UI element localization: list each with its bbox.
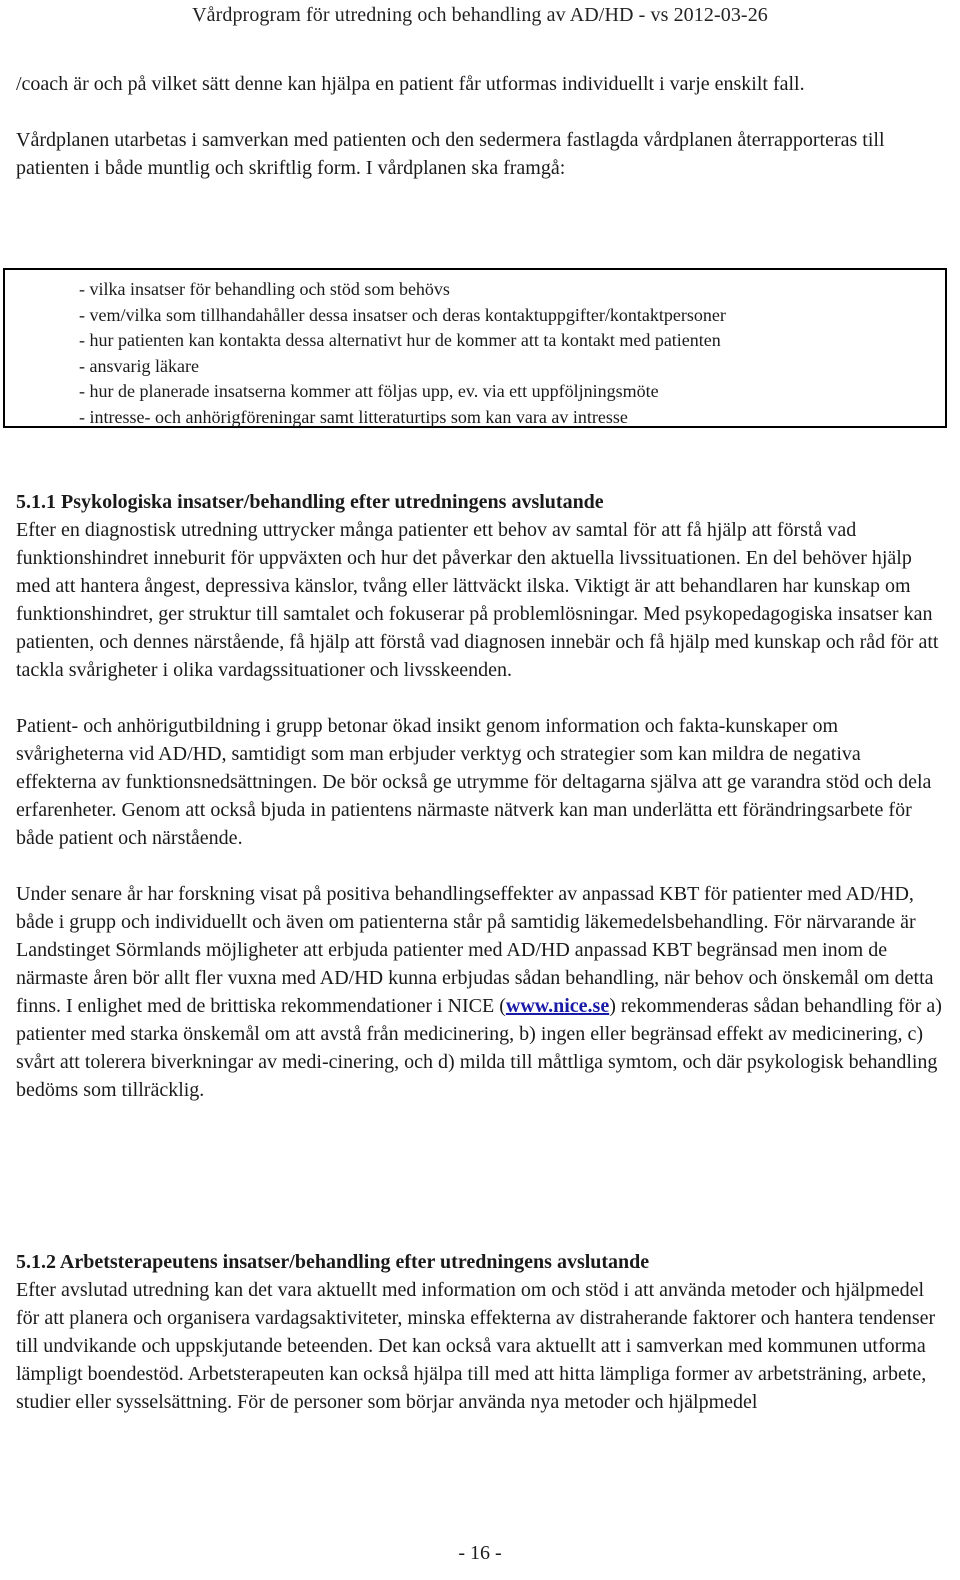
section-paragraph xyxy=(16,880,944,1104)
care-plan-item: - vilka insatser för behandling och stöd som behövs xyxy=(79,279,450,299)
section-paragraph: Efter avslutad utredning kan det vara aktuellt med information om och stöd i att använda metoder och hjälpmedel för att planera och organisera vardagsaktiviteter, minska effekterna av distraherande faktorer och hantera tendenser till undvikande och uppskjutande beteenden. Det kan också vara aktuellt att i samverkan med kommunen utforma lämpligt boendestöd. Arbetsterapeuten kan också hjälpa till med att hitta lämpliga former av arbetsträning, arbete, studier eller sysselsättning. För de personer som börjar använda nya metoder och hjälpmedel xyxy=(16,1279,936,1413)
nice-link[interactable]: www.nice.se xyxy=(505,995,610,1017)
intro-paragraph-1: /coach är och på vilket sätt denne kan hjälpa en patient får utformas individuellt i varje enskilt fall. xyxy=(16,73,805,95)
section-5-1-2 xyxy=(16,1248,944,1416)
section-5-1-1 xyxy=(16,488,944,1132)
section-heading: 5.1.2 Arbetsterapeutens insatser/behandling efter utredningens avslutande xyxy=(16,1251,650,1273)
paragraph-text: Under senare år har forskning visat på positiva behandlingseffekter av anpassad KBT för patienter med AD/HD, både i grupp och individuellt och även om patienterna står på samtidig läkemedelsbehandling. För närvarande är Landstinget Sörmlands möjligheter att erbjuda patienter med AD/HD anpassad KBT begränsad men inom de närmaste åren bör allt fler vuxna med AD/HD kunna erbjudas sådan behandling, när behov och önskemål om detta finns. I enlighet med de brittiska rekommendationer i NICE ( xyxy=(16,883,934,1017)
section-heading: 5.1.1 Psykologiska insatser/behandling efter utredningens avslutande xyxy=(16,491,604,513)
section-paragraph: Efter en diagnostisk utredning uttrycker många patienter ett behov av samtal för att få hjälp att förstå vad funktionshindret inneburit för uppväxten och hur det påverkar den aktuella livssituationen. En del behöver hjälp med att hantera ångest, depressiva känslor, tvång eller lättväckt ilska. Viktigt är att behandlaren har kunskap om funktionshindret, ger struktur till samtalet och fokuserar på problemlösningar. Med psykopedagogiska insatser kan patienten, och dennes närstående, få hjälp att förstå vad diagnosen innebär och få hjälp med kunskap och råd för att tackla svårigheter i olika vardagssituationer och livsskeenden. xyxy=(16,519,939,681)
page-header: Vårdprogram för utredning och behandling av AD/HD - vs 2012-03-26 xyxy=(192,4,768,26)
page-number: - 16 - xyxy=(458,1542,502,1564)
intro-paragraph-2: Vårdplanen utarbetas i samverkan med patienten och den sedermera fastlagda vårdplanen återrapporteras till patienten i både muntlig och skriftlig form. I vårdplanen ska framgå: xyxy=(16,129,885,179)
section-paragraph: Patient- och anhörigutbildning i grupp betonar ökad insikt genom information och fakta-kunskaper om svårigheterna vid AD/HD, samtidigt som man erbjuder verktyg och strategier som kan mildra de negativa effekterna av funktionsnedsättningen. De bör också ge utrymme för deltagarna själva att ge varandra stöd och dela erfarenheter. Genom att också bjuda in patientens närmaste nätverk kan man underlätta ett förändringsarbete för både patient och närstående. xyxy=(16,715,932,849)
intro-text xyxy=(16,70,944,210)
care-plan-item: - intresse- och anhörigföreningar samt litteraturtips som kan vara av intresse xyxy=(79,406,628,427)
care-plan-item: - hur patienten kan kontakta dessa alternativt hur de kommer att ta kontakt med patienten xyxy=(79,330,721,351)
paragraph-text: ) rekommenderas sådan behandling för a) patienter med starka önskemål om att avstå från medicinering, b) ingen eller begränsad effekt av medicinering, c) svårt att tolerera biverkningar av medi-cinering, och d) milda till måttliga symtom, och där psykologisk behandling bedöms som tillräcklig. xyxy=(16,995,942,1101)
care-plan-item: - ansvarig läkare xyxy=(79,355,199,376)
care-plan-item: - vem/vilka som tillhandahåller dessa insatser och deras kontaktuppgifter/kontaktpersoner xyxy=(79,304,726,325)
care-plan-box xyxy=(3,268,947,428)
care-plan-item: - hur de planerade insatserna kommer att följas upp, ev. via ett uppföljningsmöte xyxy=(79,381,659,402)
